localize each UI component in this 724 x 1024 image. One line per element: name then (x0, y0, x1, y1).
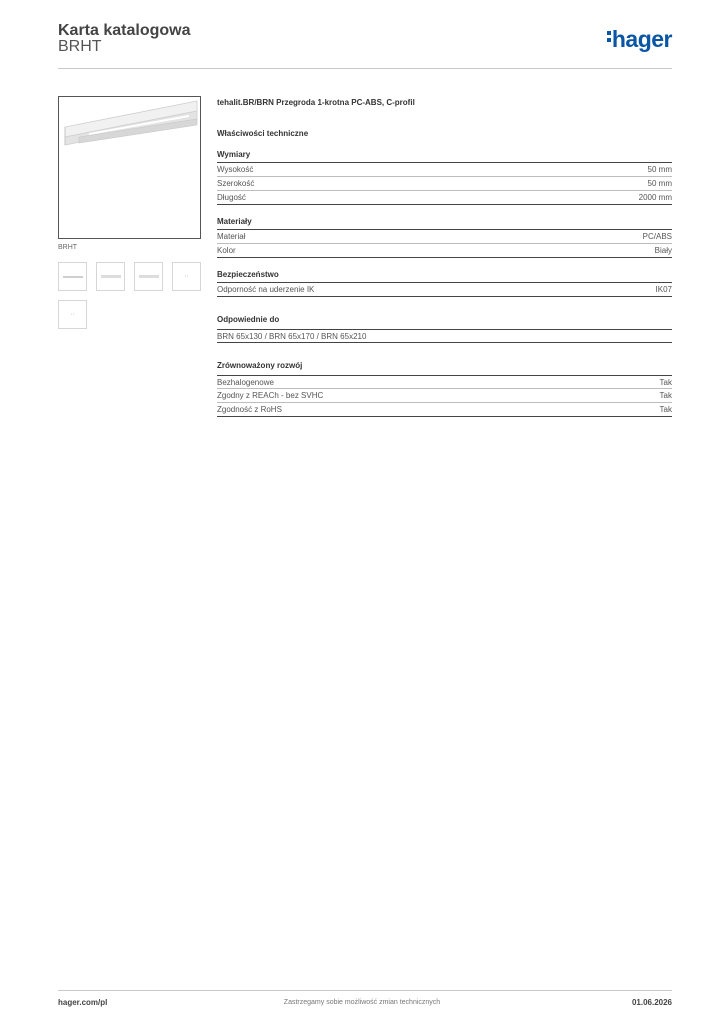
header-divider (58, 68, 672, 69)
spec-row (217, 389, 672, 403)
spec-label: Zgodny z REACh - bez SVHC (217, 391, 324, 400)
spec-label: Bezhalogenowe (217, 378, 274, 387)
footer-divider (58, 990, 672, 991)
thumbnail-image (139, 275, 159, 278)
group-compatible (217, 315, 672, 343)
footer-website-link[interactable]: hager.com/pl (58, 998, 108, 1007)
group-dimensions (217, 150, 672, 205)
thumbnail-3[interactable] (134, 262, 163, 291)
product-image[interactable] (58, 96, 201, 239)
spec-label: Długość (217, 193, 246, 202)
spec-value: Tak (659, 378, 672, 387)
spec-value: PC/ABS (642, 232, 672, 241)
spec-value: IK07 (655, 285, 672, 294)
spec-row (217, 329, 672, 343)
spec-value: Biały (654, 246, 672, 255)
spec-label: Odporność na uderzenie IK (217, 285, 315, 294)
group-title: Materiały (217, 217, 672, 230)
spec-content (217, 97, 672, 417)
group-safety (217, 270, 672, 297)
thumbnail-placeholder-icon: ·· (70, 311, 75, 318)
c-profile-divider-icon (59, 97, 200, 238)
spec-label: Kolor (217, 246, 236, 255)
spec-value: 50 mm (647, 179, 672, 188)
thumbnail-placeholder-icon: ·· (184, 273, 189, 280)
group-title: Odpowiednie do (217, 315, 280, 324)
spec-label: BRN 65x130 / BRN 65x170 / BRN 65x210 (217, 332, 367, 341)
spec-row (217, 244, 672, 258)
group-title: Bezpieczeństwo (217, 270, 672, 283)
spec-row (217, 403, 672, 417)
image-caption: BRHT (58, 244, 78, 251)
spec-label: Materiał (217, 232, 246, 241)
spec-value: 2000 mm (638, 193, 672, 202)
spec-value: 50 mm (647, 165, 672, 174)
spec-label: Zgodność z RoHS (217, 405, 282, 414)
product-title: tehalit.BR/BRN Przegroda 1-krotna PC-ABS, C-profil (217, 98, 415, 107)
thumbnail-4[interactable] (172, 262, 201, 291)
group-materials (217, 217, 672, 258)
spec-row (217, 191, 672, 205)
thumbnail-image (101, 275, 121, 278)
spec-row (217, 163, 672, 177)
thumbnail-5[interactable] (58, 300, 87, 329)
spec-label: Szerokość (217, 179, 255, 188)
thumbnail-image (63, 276, 83, 278)
spec-value: Tak (659, 405, 672, 414)
spec-row (217, 230, 672, 244)
logo-text: hager (611, 26, 672, 52)
thumbnail-1[interactable] (58, 262, 87, 291)
group-sustainability (217, 361, 672, 417)
spec-row (217, 177, 672, 191)
spec-value: Tak (659, 391, 672, 400)
group-title: Zrównoważony rozwój (217, 361, 303, 370)
footer-date: 01.06.2026 (631, 998, 672, 1007)
spec-label: Wysokość (217, 165, 254, 174)
thumbnail-2[interactable] (96, 262, 125, 291)
document-title: Karta katalogowa (58, 22, 191, 39)
spec-row (217, 283, 672, 297)
hager-logo[interactable] (607, 28, 672, 51)
product-code: BRHT (58, 38, 102, 55)
tech-properties-heading: Właściwości techniczne (217, 129, 309, 138)
spec-row (217, 375, 672, 389)
footer-disclaimer: Zastrzegamy sobie możliwość zmian technicznych (283, 999, 441, 1006)
group-title: Wymiary (217, 150, 672, 163)
